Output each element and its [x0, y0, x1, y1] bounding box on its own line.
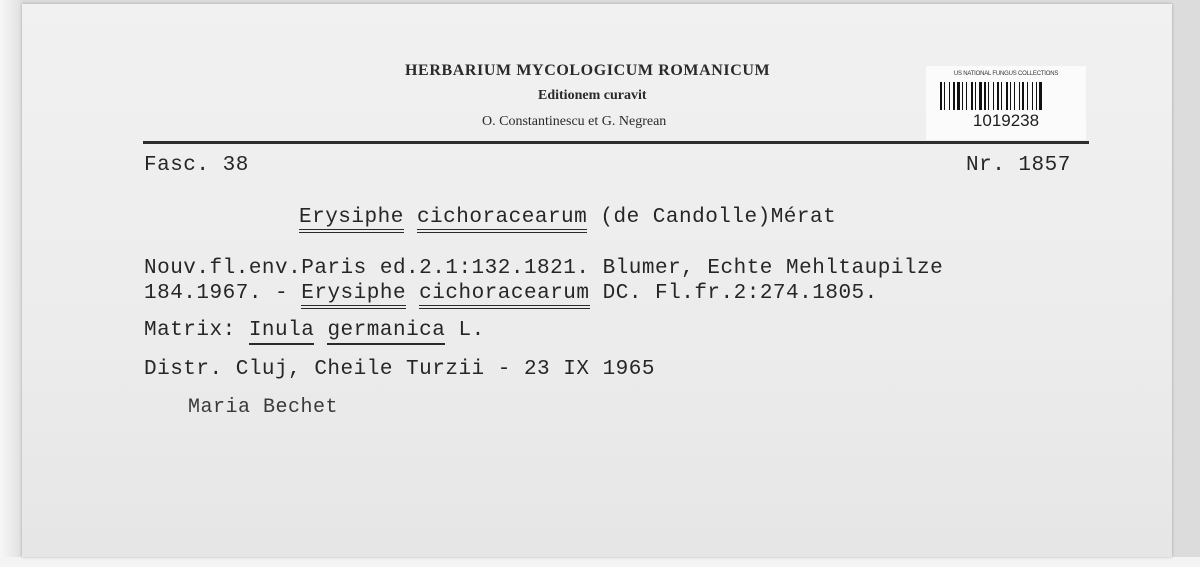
barcode-bar [1006, 82, 1008, 110]
barcode-bar [957, 82, 960, 110]
host-genus: Inula [249, 319, 315, 345]
barcode-caption: US NATIONAL FUNGUS COLLECTIONS [953, 71, 1059, 77]
matrix-label: Matrix: [144, 319, 236, 342]
matrix-line [144, 319, 485, 342]
header-title: HERBARIUM MYCOLOGICUM ROMANICUM [405, 62, 771, 79]
barcode-bar [1039, 82, 1042, 110]
collector-name: Maria Bechet [188, 396, 339, 419]
barcode-bar [979, 82, 982, 110]
barcode-bar [984, 82, 986, 110]
host-species: germanica [327, 319, 445, 345]
header-subtitle: Editionem curavit [538, 88, 647, 103]
barcode-bar [988, 82, 989, 110]
citation-line-2 [144, 282, 878, 305]
header-editors: O. Constantinescu et G. Negrean [482, 114, 667, 129]
barcode-bar [962, 82, 963, 110]
barcode-bar [1010, 82, 1011, 110]
header-rule [143, 141, 1089, 144]
barcode-bar [971, 82, 973, 110]
barcode-bar [975, 82, 976, 110]
barcode-bar [1036, 82, 1037, 110]
taxon-name [299, 206, 836, 229]
barcode-number: 1019238 [972, 111, 1040, 130]
barcode-bar [997, 82, 999, 110]
synonym-species: cichoracearum [419, 282, 589, 309]
citation-line-1: Nouv.fl.env.Paris ed.2.1:132.1821. Blumer, Echte Mehltaupilze [144, 257, 944, 280]
barcode-bar [944, 82, 945, 110]
synonym-genus: Erysiphe [301, 282, 406, 309]
taxon-authority: (de Candolle)Mérat [600, 206, 837, 229]
host-authority: L. [458, 319, 485, 342]
barcode-bar [1032, 82, 1033, 110]
citation-suffix: DC. Fl.fr.2:274.1805. [602, 282, 878, 305]
barcode-bar [993, 82, 994, 110]
barcode-bar [966, 82, 967, 110]
specimen-number: Nr. 1857 [966, 154, 1071, 177]
sheet-edge [0, 0, 22, 567]
barcode-bar [1027, 82, 1028, 110]
sheet-bottom-edge [0, 557, 1200, 567]
taxon-species: cichoracearum [417, 206, 587, 233]
taxon-genus: Erysiphe [299, 206, 404, 233]
fascicle-number: Fasc. 38 [144, 154, 249, 177]
citation-prefix: 184.1967. - [144, 282, 289, 305]
barcode-bar [1019, 82, 1020, 110]
barcode-bar [940, 82, 942, 110]
barcode-graphic [940, 82, 1074, 110]
barcode-bar [1001, 82, 1002, 110]
distribution-line: Distr. Cluj, Cheile Turzii - 23 IX 1965 [144, 358, 655, 381]
barcode-bar [949, 82, 950, 110]
barcode-bar [953, 82, 955, 110]
barcode-bar [1014, 82, 1015, 110]
barcode-bar [1022, 82, 1024, 110]
